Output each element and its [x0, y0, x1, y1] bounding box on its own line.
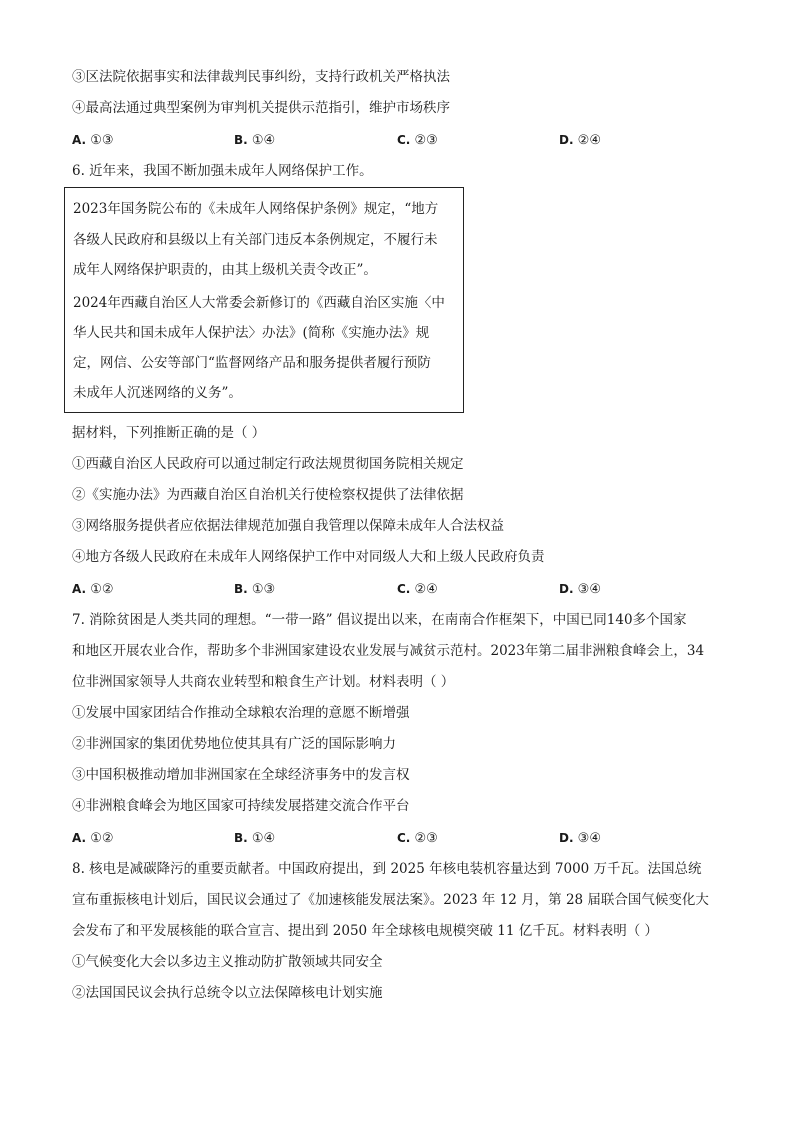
q8-stem-line: 会发布了和平发展核能的联合宣言、提出到 2050 年全球核电规模突破 11 亿千瓦。材料表明（ ） — [72, 923, 658, 939]
q6-material-line: 成年人网络保护职责的，由其上级机关责令改正”。 — [73, 262, 377, 278]
q6-material-line: 2023年国务院公布的《未成年人网络保护条例》规定，“地方 — [73, 201, 439, 217]
q6-material-line: 华人民共和国未成年人保护法〉办法》(简称《实施办法》规 — [73, 325, 430, 341]
q5-options — [72, 133, 732, 151]
q6-material-box — [64, 187, 464, 413]
q7-option-a: A. ①② — [72, 831, 114, 846]
q6-material-line: 未成年人沉迷网络的义务”。 — [73, 385, 242, 401]
q8-stem-line: 8. 核电是减碳降污的重要贡献者。中国政府提出，到 2025 年核电装机容量达到 7000 万千瓦。法国总统 — [72, 861, 702, 877]
q5-option-c: C. ②③ — [397, 133, 438, 148]
q6-question: 据材料，下列推断正确的是（ ） — [72, 425, 266, 441]
q6-material-line: 定，网信、公安等部门“监督网络产品和服务提供者履行预防 — [73, 355, 431, 371]
q5-option-a: A. ①③ — [72, 133, 114, 148]
q7-options — [72, 831, 732, 849]
q6-material-line: 2024年西藏自治区人大常委会新修订的《西藏自治区实施〈中 — [73, 295, 445, 311]
q6-option-b: B. ①③ — [234, 582, 276, 597]
q8-item-1: ①气候变化大会以多边主义推动防扩散领域共同安全 — [72, 954, 383, 970]
q6-item-1: ①西藏自治区人民政府可以通过制定行政法规贯彻国务院相关规定 — [72, 456, 464, 472]
q6-options — [72, 582, 732, 600]
q6-option-c: C. ②④ — [397, 582, 438, 597]
q7-option-b: B. ①④ — [234, 831, 276, 846]
q7-stem-line: 位非洲国家领导人共商农业转型和粮食生产计划。材料表明（ ） — [72, 674, 455, 690]
q6-item-4: ④地方各级人民政府在未成年人网络保护工作中对同级人大和上级人民政府负责 — [72, 549, 545, 565]
q6-material-line: 各级人民政府和县级以上有关部门违反本条例规定，不履行未 — [73, 232, 438, 248]
q7-option-d: D. ③④ — [559, 831, 601, 846]
q8-stem-line: 宣布重振核电计划后，国民议会通过了《加速核能发展法案》。2023 年 12 月，第 28 届联合国气候变化大 — [72, 892, 709, 908]
q6-item-3: ③网络服务提供者应依据法律规范加强自我管理以保障未成年人合法权益 — [72, 518, 504, 534]
q6-item-2: ②《实施办法》为西藏自治区自治机关行使检察权提供了法律依据 — [72, 487, 464, 503]
q7-item-4: ④非洲粮食峰会为地区国家可持续发展搭建交流合作平台 — [72, 798, 410, 814]
q5-item-4: ④最高法通过典型案例为审判机关提供示范指引，维护市场秩序 — [72, 100, 450, 116]
q7-item-2: ②非洲国家的集团优势地位使其具有广泛的国际影响力 — [72, 736, 396, 752]
q5-option-d: D. ②④ — [559, 133, 601, 148]
q6-stem: 6. 近年来，我国不断加强未成年人网络保护工作。 — [72, 163, 373, 179]
q7-item-1: ①发展中国家团结合作推动全球粮农治理的意愿不断增强 — [72, 705, 410, 721]
q7-stem-line: 7. 消除贫困是人类共同的理想。“一带一路” 倡议提出以来，在南南合作框架下，中国已同140多个国家 — [72, 612, 687, 628]
q8-item-2: ②法国国民议会执行总统令以立法保障核电计划实施 — [72, 985, 383, 1001]
q7-item-3: ③中国积极推动增加非洲国家在全球经济事务中的发言权 — [72, 767, 410, 783]
q7-option-c: C. ②③ — [397, 831, 438, 846]
q5-option-b: B. ①④ — [234, 133, 276, 148]
q6-option-d: D. ③④ — [559, 582, 601, 597]
q5-item-3: ③区法院依据事实和法律裁判民事纠纷，支持行政机关严格执法 — [72, 69, 450, 85]
q7-stem-line: 和地区开展农业合作，帮助多个非洲国家建设农业发展与减贫示范村。2023年第二届非洲粮食峰会上，34 — [72, 643, 705, 659]
q6-option-a: A. ①② — [72, 582, 114, 597]
